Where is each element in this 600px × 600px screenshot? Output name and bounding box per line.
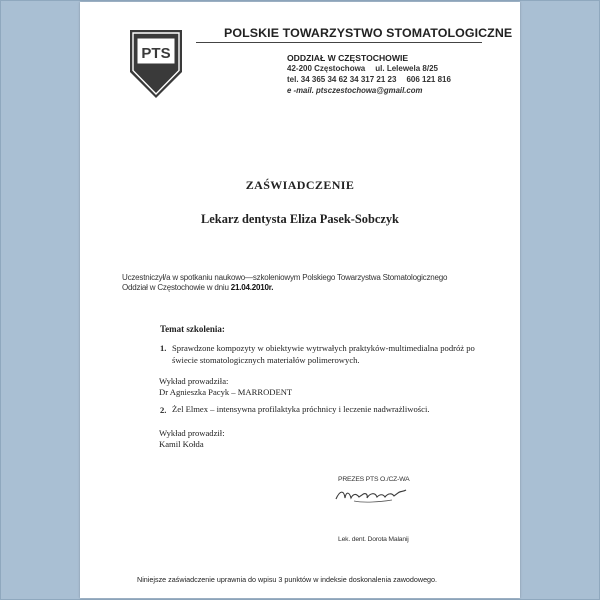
item-1-number: 1. [160,343,167,353]
phone-numbers [287,75,451,84]
email-address[interactable]: ptsczestochowa@gmail.com [316,86,423,95]
email-line [287,86,422,95]
item-2-number: 2. [160,405,167,415]
email-label: e -mail. [287,86,314,95]
recipient-name: Lekarz dentysta Eliza Pasek-Sobczyk [201,212,399,226]
mobile-number: 606 121 816 [406,75,451,84]
attendance-prefix: Oddział w Częstochowie w dniu [122,283,229,292]
branch-name: ODDZIAŁ W CZĘSTOCHOWIE [287,53,409,63]
address [287,64,438,73]
header-divider [196,42,482,43]
item-2-text: Żel Elmex – intensywna profilaktyka próchnicy i leczenie nadwrażliwości. [172,404,430,414]
lecturer-2-name: Kamil Kołda [159,439,204,449]
training-topic-label: Temat szkolenia: [160,324,225,334]
address-street: ul. Lelewela 8/25 [375,64,438,73]
lecturer-2-label: Wykład prowadził: [159,428,225,438]
pts-logo-icon [128,28,184,100]
training-date: 21.04.2010r. [230,283,274,292]
item-1-text: Sprawdzone kompozyty w obiektywie wytrwałych praktyków-multimedialna podróż po świecie stomatologicznych materiałów polimerowych. [172,343,475,365]
certificate-document [80,2,520,598]
signatory-name: Lek. dent. Dorota Malanij [338,536,409,543]
lecturer-1-label: Wykład prowadziła: [159,376,229,386]
signature-title: PREZES PTS O./CZ-WA [338,476,410,483]
lecturer-1-name: Dr Agnieszka Pacyk – MARRODENT [159,387,293,397]
landline-numbers: tel. 34 365 34 62 34 317 21 23 [287,75,397,84]
footer-note: Niniejsze zaświadczenie uprawnia do wpisu 3 punktów w indeksie doskonalenia zawodowego. [137,575,438,584]
logo-text: PTS [141,45,171,62]
address-city: 42-200 Częstochowa [287,64,366,73]
attendance-line-1: Uczestniczył/a w spotkaniu naukowo—szkoleniowym Polskiego Towarzystwa Stomatologicznego [122,273,448,282]
organization-name: POLSKIE TOWARZYSTWO STOMATOLOGICZNE [224,26,513,40]
handwritten-signature-icon [332,484,412,506]
attendance-line-2 [122,283,273,292]
certificate-title: ZAŚWIADCZENIE [245,178,355,192]
